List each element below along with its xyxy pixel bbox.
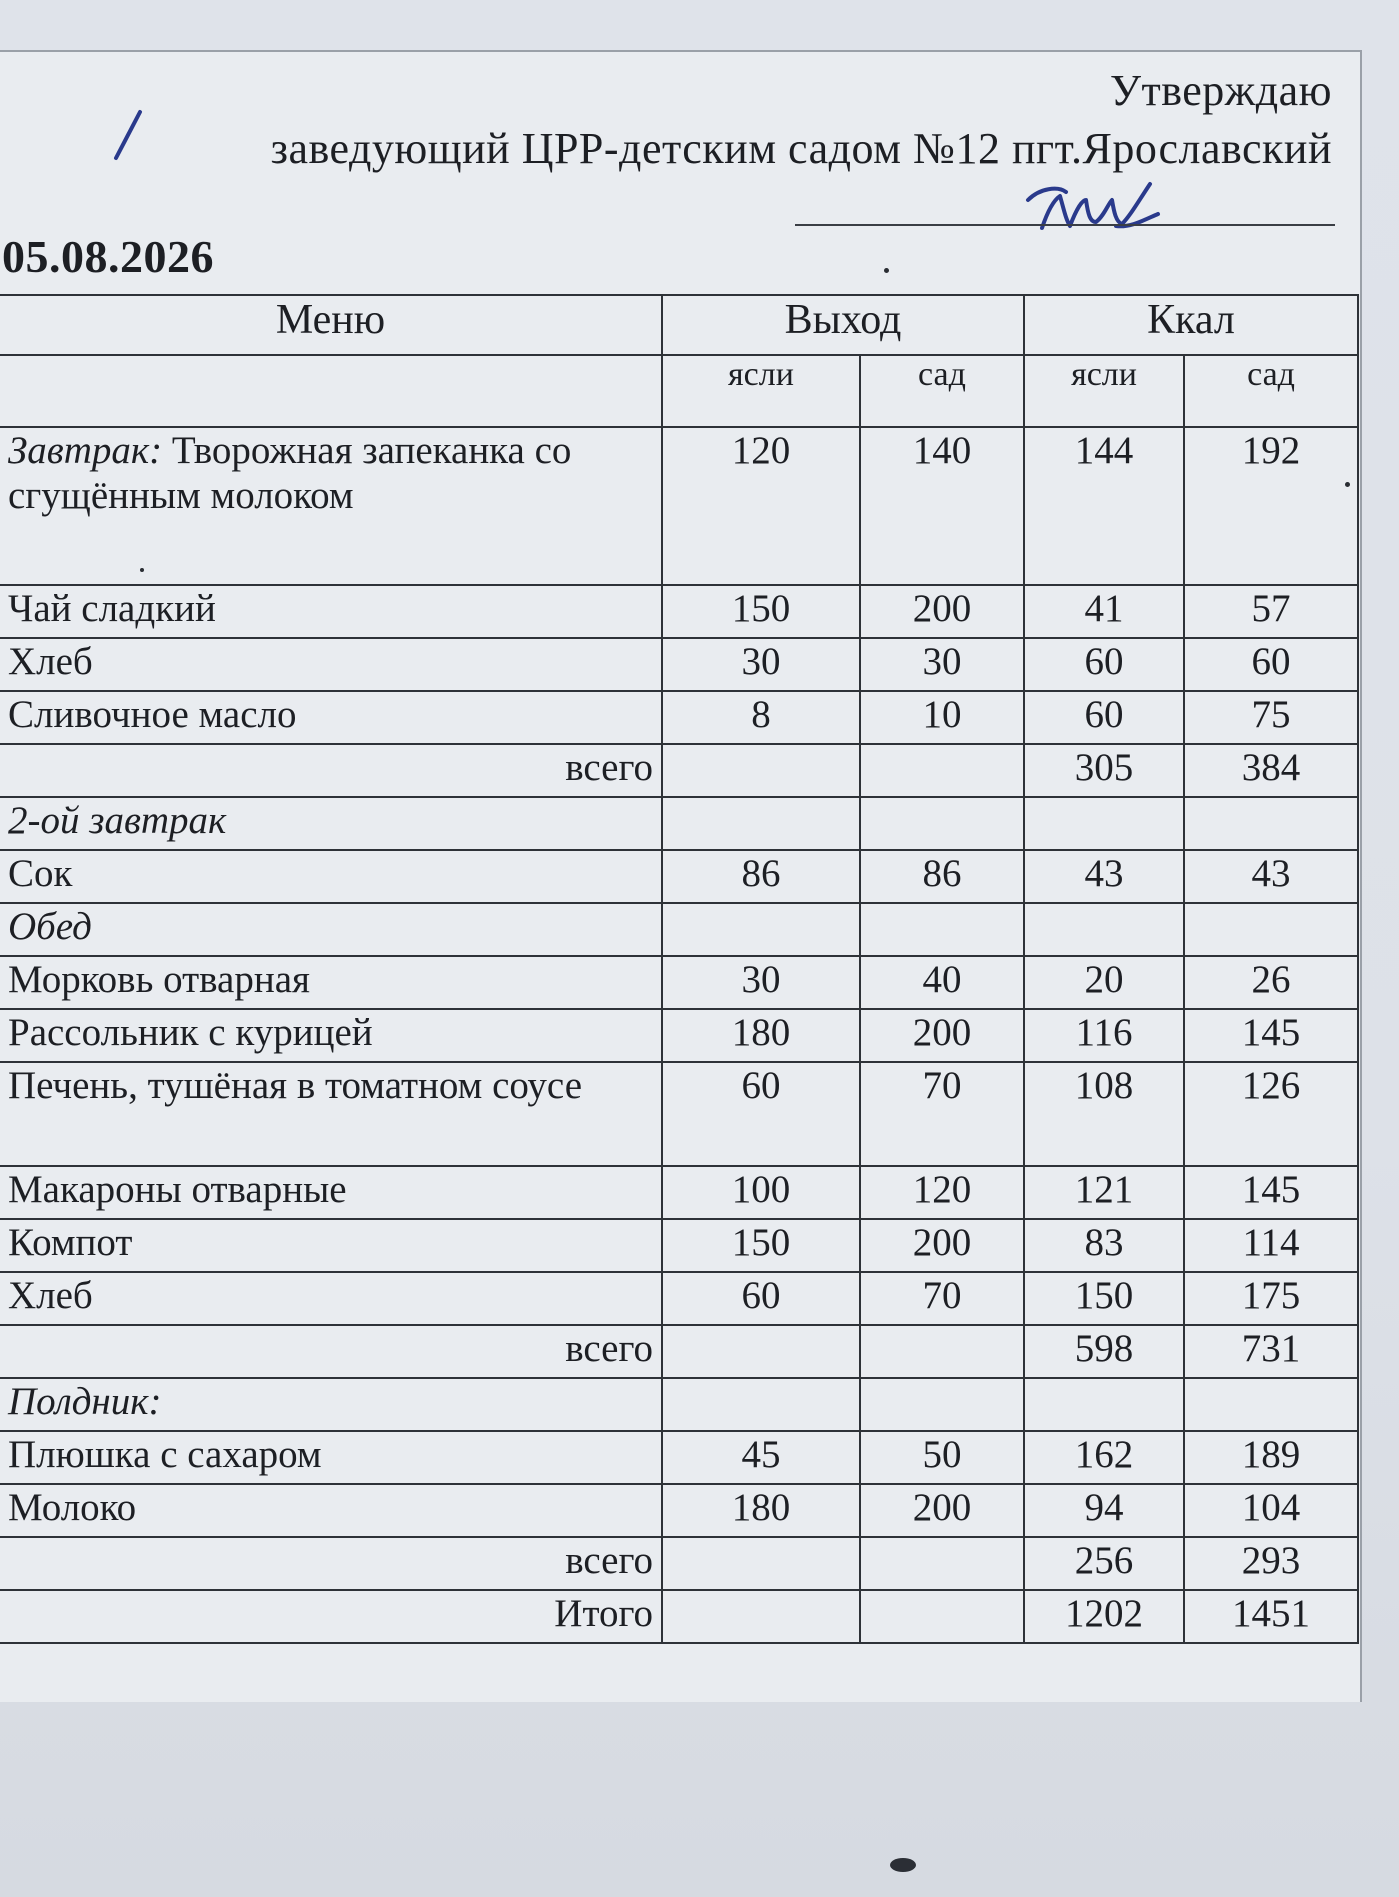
meal-heading-row (0, 903, 1358, 956)
subheader-kcal-nursery: ясли (1024, 355, 1184, 427)
kcal-nursery: 150 (1024, 1272, 1184, 1325)
output-nursery: 8 (662, 691, 860, 744)
kcal-garden: 1451 (1184, 1590, 1358, 1643)
meal-heading-row (0, 797, 1358, 850)
paper-speck (140, 568, 144, 572)
dish-text: Творожная запеканка со сгущённым молоком (8, 429, 572, 517)
kcal-garden: 126 (1184, 1062, 1358, 1166)
kcal-nursery: 83 (1024, 1219, 1184, 1272)
table-row (0, 585, 1358, 638)
kcal-garden: 175 (1184, 1272, 1358, 1325)
kcal-nursery: 305 (1024, 744, 1184, 797)
col-output: Выход (662, 295, 1024, 355)
kcal-garden: 57 (1184, 585, 1358, 638)
output-garden: 70 (860, 1062, 1024, 1166)
output-nursery (662, 744, 860, 797)
output-garden: 50 (860, 1431, 1024, 1484)
output-garden: 70 (860, 1272, 1024, 1325)
kcal-nursery: 60 (1024, 638, 1184, 691)
subtotal-label: всего (0, 1325, 662, 1378)
ink-blot (890, 1858, 916, 1872)
dish-name: Сок (0, 850, 662, 903)
kcal-nursery: 94 (1024, 1484, 1184, 1537)
signature-line (795, 224, 1335, 226)
output-nursery: 100 (662, 1166, 860, 1219)
output-garden: 86 (860, 850, 1024, 903)
subheader-output-nursery: ясли (662, 355, 860, 427)
kcal-garden: 384 (1184, 744, 1358, 797)
output-garden: 40 (860, 956, 1024, 1009)
output-nursery: 30 (662, 956, 860, 1009)
paper-speck (1345, 482, 1350, 487)
meal-heading: 2-ой завтрак (0, 797, 662, 850)
output-nursery: 180 (662, 1009, 860, 1062)
output-nursery: 60 (662, 1272, 860, 1325)
table-row (0, 1219, 1358, 1272)
table-row (0, 1062, 1358, 1166)
kcal-nursery: 108 (1024, 1062, 1184, 1166)
approve-title: Утверждаю (1109, 66, 1332, 115)
subtotal-row (0, 744, 1358, 797)
subtotal-label: всего (0, 1537, 662, 1590)
output-garden (860, 1590, 1024, 1643)
output-nursery (662, 1590, 860, 1643)
kcal-garden: 145 (1184, 1009, 1358, 1062)
table-row (0, 1431, 1358, 1484)
output-nursery: 120 (662, 427, 860, 585)
dish-name: Морковь отварная (0, 956, 662, 1009)
output-nursery: 86 (662, 850, 860, 903)
kcal-nursery: 20 (1024, 956, 1184, 1009)
col-kcal: Ккал (1024, 295, 1358, 355)
output-nursery (662, 1537, 860, 1590)
kcal-nursery: 598 (1024, 1325, 1184, 1378)
dish-name: Хлеб (0, 1272, 662, 1325)
dish-name: Чай сладкий (0, 585, 662, 638)
output-garden: 200 (860, 1009, 1024, 1062)
table-row (0, 956, 1358, 1009)
kcal-nursery: 43 (1024, 850, 1184, 903)
output-garden: 30 (860, 638, 1024, 691)
kcal-garden: 114 (1184, 1219, 1358, 1272)
approval-block (271, 62, 1332, 178)
table-row (0, 691, 1358, 744)
output-garden (860, 744, 1024, 797)
dish-name: Макароны отварные (0, 1166, 662, 1219)
table-row (0, 1009, 1358, 1062)
dish-name: Печень, тушёная в томатном соусе (0, 1062, 662, 1166)
output-garden (860, 1325, 1024, 1378)
table-row (0, 850, 1358, 903)
kcal-garden: 145 (1184, 1166, 1358, 1219)
document-date: 05.08.2026 (2, 231, 214, 282)
output-nursery: 30 (662, 638, 860, 691)
kcal-nursery: 1202 (1024, 1590, 1184, 1643)
dish-name: Рассольник с курицей (0, 1009, 662, 1062)
output-garden: 200 (860, 1219, 1024, 1272)
kcal-nursery: 60 (1024, 691, 1184, 744)
meal-heading: Обед (0, 903, 662, 956)
kcal-garden: 731 (1184, 1325, 1358, 1378)
dish-name (0, 427, 662, 585)
kcal-garden: 60 (1184, 638, 1358, 691)
output-garden: 200 (860, 585, 1024, 638)
grand-total-label: Итого (0, 1590, 662, 1643)
subheader-kcal-garden: сад (1184, 355, 1358, 427)
dish-name: Компот (0, 1219, 662, 1272)
output-nursery: 150 (662, 585, 860, 638)
output-nursery: 180 (662, 1484, 860, 1537)
signature-mark (1020, 170, 1170, 240)
kcal-garden: 189 (1184, 1431, 1358, 1484)
grand-total-row (0, 1590, 1358, 1643)
output-garden: 200 (860, 1484, 1024, 1537)
output-garden: 140 (860, 427, 1024, 585)
kcal-garden: 192 (1184, 427, 1358, 585)
kcal-garden: 43 (1184, 850, 1358, 903)
meal-heading: Полдник: (0, 1378, 662, 1431)
table-row (0, 1272, 1358, 1325)
kcal-garden: 26 (1184, 956, 1358, 1009)
paper-speck (884, 268, 889, 273)
kcal-nursery: 162 (1024, 1431, 1184, 1484)
kcal-garden: 75 (1184, 691, 1358, 744)
meal-heading-row (0, 1378, 1358, 1431)
output-garden: 10 (860, 691, 1024, 744)
subtotal-row (0, 1325, 1358, 1378)
table-header-row (0, 295, 1358, 355)
meal-label: Завтрак: (8, 429, 163, 472)
kcal-nursery: 256 (1024, 1537, 1184, 1590)
approver-position: заведующий ЦРР-детским садом №12 пгт.Ярославский (270, 124, 1332, 173)
table-row (0, 427, 1358, 585)
subheader-output-garden: сад (860, 355, 1024, 427)
kcal-nursery: 41 (1024, 585, 1184, 638)
dish-name: Сливочное масло (0, 691, 662, 744)
document-sheet (0, 50, 1362, 1702)
output-nursery: 45 (662, 1431, 860, 1484)
kcal-nursery: 144 (1024, 427, 1184, 585)
subtotal-label: всего (0, 744, 662, 797)
table-row (0, 638, 1358, 691)
table-subheader-row (0, 355, 1358, 427)
col-menu: Меню (0, 295, 662, 355)
table-row (0, 1484, 1358, 1537)
kcal-nursery: 121 (1024, 1166, 1184, 1219)
kcal-nursery: 116 (1024, 1009, 1184, 1062)
kcal-garden: 104 (1184, 1484, 1358, 1537)
kcal-garden: 293 (1184, 1537, 1358, 1590)
dish-name: Хлеб (0, 638, 662, 691)
output-garden: 120 (860, 1166, 1024, 1219)
dish-name: Молоко (0, 1484, 662, 1537)
output-nursery: 150 (662, 1219, 860, 1272)
dish-name: Плюшка с сахаром (0, 1431, 662, 1484)
ink-slash-mark (110, 108, 146, 164)
menu-table (0, 294, 1359, 1644)
table-row (0, 1166, 1358, 1219)
output-nursery: 60 (662, 1062, 860, 1166)
subheader-empty (0, 355, 662, 427)
output-garden (860, 1537, 1024, 1590)
output-nursery (662, 1325, 860, 1378)
subtotal-row (0, 1537, 1358, 1590)
